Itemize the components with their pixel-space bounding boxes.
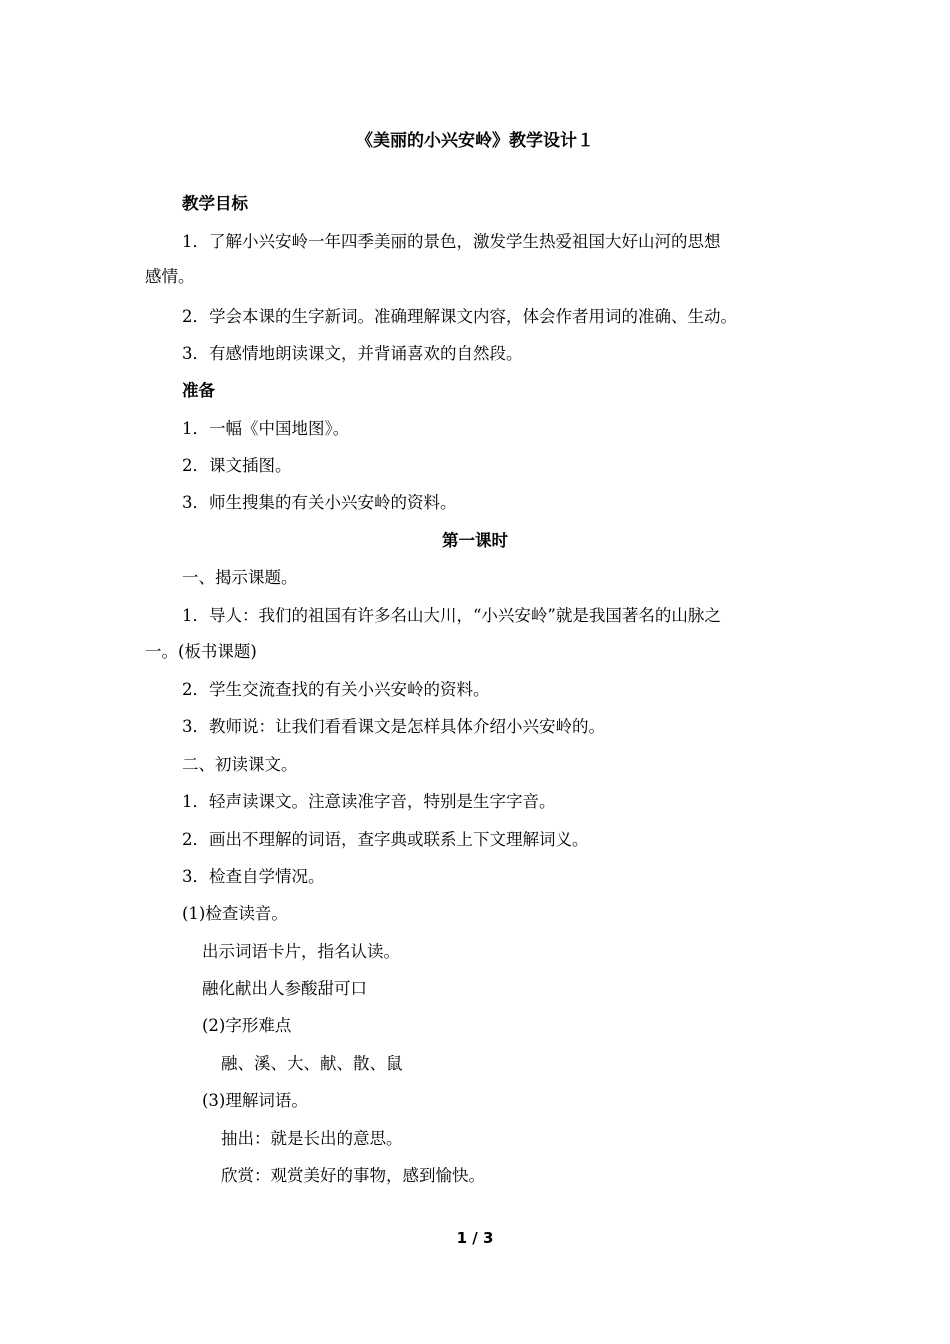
sub-2-heading: (2)字形难点: [202, 1016, 292, 1035]
part-2-item-1: 1．轻声读课文。注意读准字音，特别是生字字音。: [182, 792, 556, 811]
part-1-heading: 一、揭示课题。: [182, 568, 298, 587]
part-2-item-2: 2．画出不理解的词语，查字典或联系上下文理解词义。: [182, 830, 589, 849]
goal-3: 3．有感情地朗读课文，并背诵喜欢的自然段。: [182, 344, 523, 363]
sub-3-heading: (3)理解词语。: [202, 1091, 308, 1110]
sub-3-line-a: 抽出：就是长出的意思。: [221, 1129, 403, 1148]
part-1-item-2: 2．学生交流查找的有关小兴安岭的资料。: [182, 680, 490, 699]
sub-1-line-a: 出示词语卡片，指名认读。: [202, 942, 400, 961]
page-number: 1 / 3: [456, 1229, 494, 1247]
part-1-item-1-line-1: 1．导人：我们的祖国有许多名山大川，“小兴安岭”就是我国著名的山脉之: [182, 606, 721, 625]
goal-2: 2．学会本课的生字新词。准确理解课文内容，体会作者用词的准确、生动。: [182, 307, 737, 326]
goal-1-line-1: 1．了解小兴安岭一年四季美丽的景色，激发学生热爱祖国大好山河的思想: [182, 232, 721, 251]
part-2-item-3: 3．检查自学情况。: [182, 867, 325, 886]
lesson-heading: 第一课时: [442, 531, 508, 550]
prep-3: 3．师生搜集的有关小兴安岭的资料。: [182, 493, 457, 512]
prep-heading: 准备: [182, 381, 215, 400]
goal-1-line-2: 感情。: [145, 267, 195, 286]
sub-1-heading: (1)检查读音。: [182, 904, 288, 923]
sub-1-line-b: 融化献出人参酸甜可口: [202, 979, 367, 998]
prep-1: 1．一幅《中国地图》。: [182, 419, 350, 438]
prep-2: 2．课文插图。: [182, 456, 292, 475]
part-1-item-3: 3．教师说：让我们看看课文是怎样具体介绍小兴安岭的。: [182, 717, 605, 736]
sub-3-line-b: 欣赏：观赏美好的事物，感到愉快。: [221, 1166, 485, 1185]
part-1-item-1-line-2: 一。(板书课题): [145, 642, 257, 661]
document-title: 《美丽的小兴安岭》教学设计１: [356, 131, 594, 151]
part-2-heading: 二、初读课文。: [182, 755, 298, 774]
sub-2-line-a: 融、溪、大、献、散、鼠: [221, 1054, 403, 1073]
goals-heading: 教学目标: [182, 194, 248, 213]
